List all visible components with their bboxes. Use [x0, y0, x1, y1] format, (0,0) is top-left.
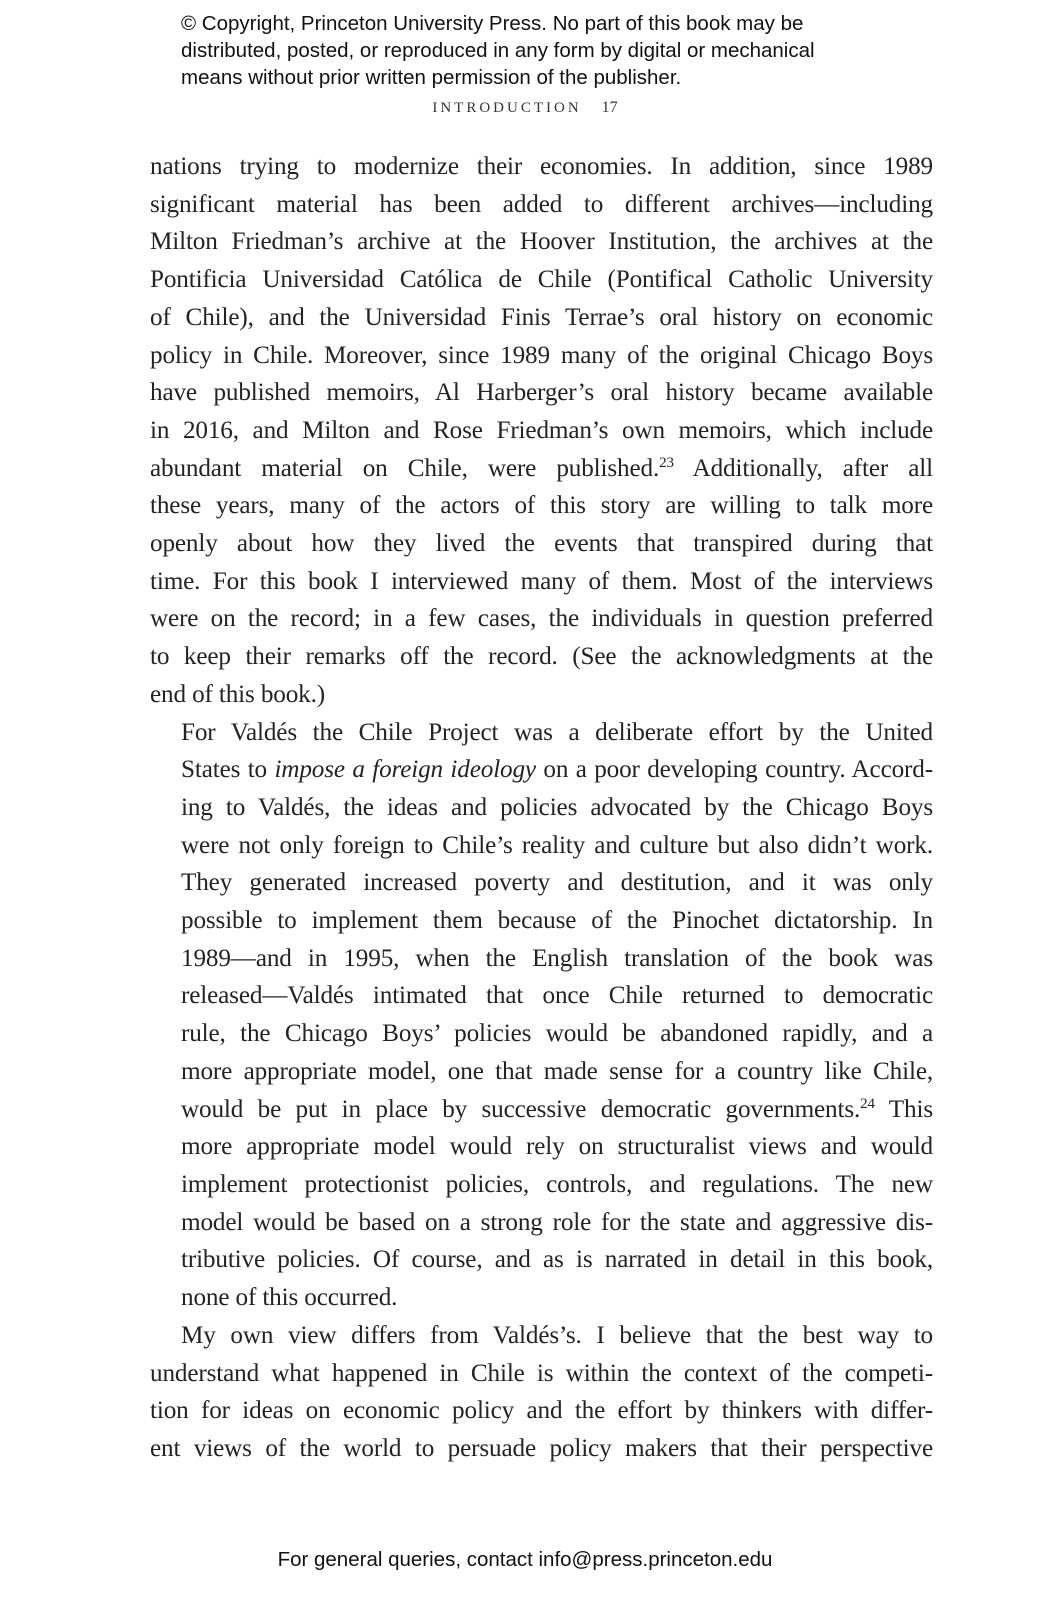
text-line: policy in Chile. Moreover, since 1989 many of the original Chicago Boys — [150, 341, 933, 369]
body-text — [150, 148, 933, 1468]
emphasis-text: impose a foreign ideology — [274, 756, 536, 784]
text-line: tion for ideas on economic policy and the effort by thinkers with differ- — [150, 1397, 933, 1425]
text-segment: on a poor developing country. Accord- — [535, 756, 933, 784]
text-line: have published memoirs, Al Harberger’s oral history became available — [150, 379, 933, 407]
text-line: My own view differs from Valdés’s. I believe that the best way to — [181, 1321, 933, 1349]
text-line: more appropriate model would rely on structuralist views and would — [181, 1133, 933, 1161]
text-line: possible to implement them because of the Pinochet dictatorship. In — [181, 907, 933, 935]
copyright-notice-line: distributed, posted, or reproduced in any form by digital or mechanical — [181, 39, 815, 62]
running-head-title: INTRODUCTION — [432, 100, 582, 116]
text-segment: would be put in place by successive democratic governments. — [181, 1095, 861, 1123]
text-line: these years, many of the actors of this story are willing to talk more — [150, 492, 933, 520]
running-head — [0, 99, 1050, 117]
footnote-ref-23[interactable]: 23 — [659, 454, 674, 471]
text-line: They generated increased poverty and destitution, and it was only — [181, 869, 933, 897]
text-segment: States to — [181, 756, 275, 784]
copyright-notice-line: means without prior written permission of the publisher. — [181, 66, 682, 89]
page-number: 17 — [601, 99, 618, 116]
text-line: nations trying to modernize their economies. In addition, since 1989 — [150, 153, 933, 180]
paragraph-1 — [150, 148, 933, 714]
text-line — [150, 1091, 933, 1129]
text-line: ing to Valdés, the ideas and policies advocated by the Chicago Boys — [181, 793, 933, 821]
text-segment: Additionally, after all — [673, 454, 933, 482]
text-line: of Chile), and the Universidad Finis Terrae’s oral history on economic — [150, 303, 933, 331]
text-line: none of this occurred. — [181, 1284, 398, 1312]
text-line: in 2016, and Milton and Rose Friedman’s own memoirs, which include — [150, 416, 933, 444]
text-line — [150, 450, 933, 488]
text-line: end of this book.) — [150, 680, 325, 708]
text-line: significant material has been added to different archives—including — [150, 190, 933, 218]
copyright-notice-line: © Copyright, Princeton University Press. No part of this book may be — [181, 12, 804, 35]
text-line: Pontificia Universidad Católica de Chile (Pontifical Catholic University — [150, 266, 933, 294]
text-line: model would be based on a strong role for the state and aggressive dis- — [181, 1208, 933, 1236]
text-line: time. For this book I interviewed many of them. Most of the interviews — [150, 567, 933, 595]
text-line: implement protectionist policies, controls, and regulations. The new — [181, 1170, 933, 1198]
text-line: 1989—and in 1995, when the English translation of the book was — [181, 944, 933, 972]
text-line: more appropriate model, one that made sense for a country like Chile, — [181, 1057, 933, 1085]
text-line: to keep their remarks off the record. (See the acknowledgments at the — [150, 643, 933, 671]
text-line: openly about how they lived the events that transpired during that — [150, 530, 933, 558]
text-line: released—Valdés intimated that once Chile returned to democratic — [181, 982, 933, 1010]
text-segment: abundant material on Chile, were published. — [150, 454, 660, 482]
contact-footer: For general queries, contact info@press.princeton.edu — [277, 1548, 773, 1571]
text-line: were on the record; in a few cases, the individuals in question preferred — [150, 605, 933, 633]
text-line: understand what happened in Chile is within the context of the competi- — [150, 1359, 933, 1387]
footnote-ref-24[interactable]: 24 — [860, 1095, 875, 1112]
text-line: For Valdés the Chile Project was a deliberate effort by the United — [181, 718, 933, 746]
text-line: were not only foreign to Chile’s reality and culture but also didn’t work. — [181, 831, 933, 859]
paragraph-2 — [150, 714, 933, 1317]
text-line: rule, the Chicago Boys’ policies would be abandoned rapidly, and a — [181, 1020, 933, 1048]
text-line: tributive policies. Of course, and as is narrated in detail in this book, — [181, 1246, 933, 1274]
text-line: Milton Friedman’s archive at the Hoover Institution, the archives at the — [150, 228, 933, 256]
paragraph-3 — [150, 1317, 933, 1468]
text-line: ent views of the world to persuade policy makers that their perspective — [150, 1434, 933, 1462]
text-segment: This — [874, 1095, 933, 1123]
copyright-notice — [181, 10, 901, 91]
text-line — [150, 751, 933, 789]
